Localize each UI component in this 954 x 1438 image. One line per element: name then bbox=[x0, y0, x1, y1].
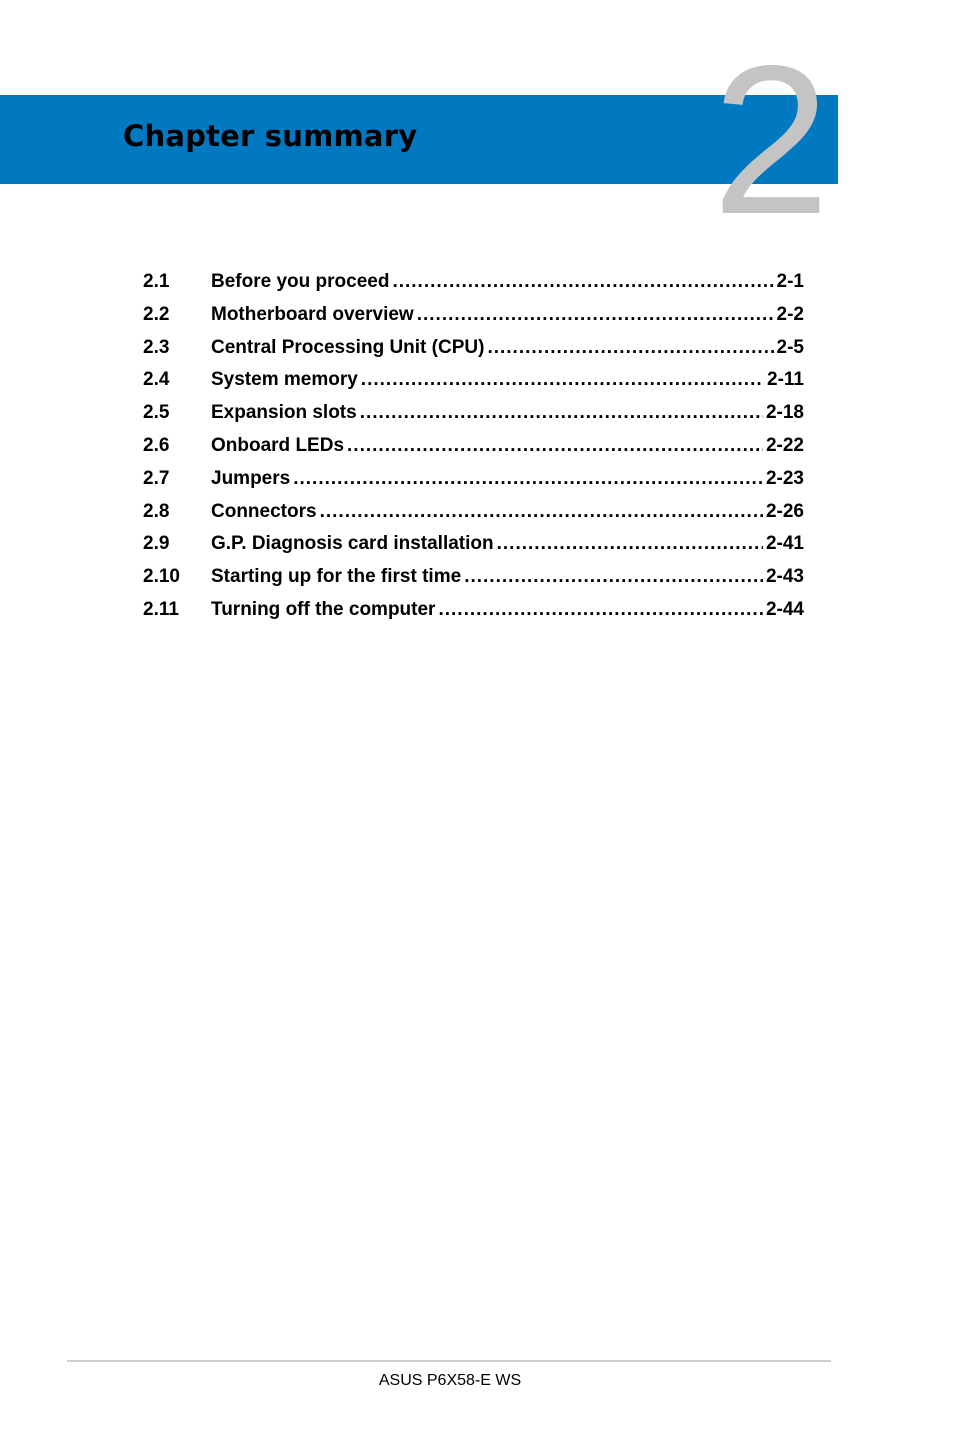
toc-entry-number: 2.5 bbox=[143, 402, 170, 424]
toc-entry-number: 2.8 bbox=[143, 500, 170, 522]
toc-entry-number: 2.7 bbox=[143, 467, 170, 489]
toc-entry-title: Before you proceed bbox=[211, 271, 390, 292]
toc-dot-leader bbox=[417, 299, 774, 331]
toc-entry-page: 2-11 bbox=[767, 369, 804, 391]
toc-dot-leader bbox=[464, 561, 763, 593]
toc-entry-2-1[interactable] bbox=[143, 266, 804, 299]
toc-entry-title: Connectors bbox=[211, 500, 317, 522]
footer-divider bbox=[67, 1360, 831, 1362]
toc-dot-leader bbox=[293, 463, 763, 495]
toc-entry-page: 2-22 bbox=[765, 434, 804, 456]
toc-entry-title: Starting up for the first time bbox=[211, 566, 462, 588]
toc-entry-page: 2-1 bbox=[776, 271, 804, 292]
toc-entry-title: Motherboard overview bbox=[211, 303, 414, 325]
toc-dot-leader bbox=[347, 430, 763, 462]
toc-entry-number: 2.1 bbox=[143, 271, 170, 292]
chapter-title: Chapter summary bbox=[123, 119, 418, 153]
toc-entry-page: 2-44 bbox=[765, 598, 804, 620]
toc-entry-number: 2.4 bbox=[143, 369, 170, 391]
toc-entry-title: Turning off the computer bbox=[211, 598, 436, 620]
toc-entry-2-2[interactable] bbox=[143, 299, 804, 332]
toc-entry-number: 2.9 bbox=[143, 533, 170, 555]
toc-entry-title: Onboard LEDs bbox=[211, 434, 345, 456]
toc-dot-leader bbox=[487, 332, 773, 364]
toc-entry-page: 2-41 bbox=[765, 533, 804, 555]
toc-entry-2-7[interactable] bbox=[143, 463, 804, 496]
toc-dot-leader bbox=[361, 364, 764, 396]
toc-entry-2-8[interactable] bbox=[143, 496, 804, 529]
toc-dot-leader bbox=[438, 594, 763, 626]
toc-entry-2-3[interactable] bbox=[143, 332, 804, 365]
toc-entry-2-9[interactable] bbox=[143, 528, 804, 561]
chapter-number: 2 bbox=[712, 21, 828, 258]
toc-entry-page: 2-5 bbox=[776, 336, 804, 358]
toc-entry-2-6[interactable] bbox=[143, 430, 804, 463]
toc-entry-title: G.P. Diagnosis card installation bbox=[211, 533, 494, 555]
toc-entry-number: 2.3 bbox=[143, 336, 170, 358]
toc-dot-leader bbox=[497, 528, 763, 560]
footer-product-name: ASUS P6X58-E WS bbox=[378, 1372, 522, 1389]
toc-entry-number: 2.2 bbox=[143, 303, 170, 325]
toc-entry-page: 2-18 bbox=[765, 402, 804, 424]
toc-dot-leader bbox=[360, 397, 763, 429]
toc-entry-number: 2.6 bbox=[143, 434, 170, 456]
toc-entry-2-4[interactable] bbox=[143, 364, 804, 397]
toc-entry-title: Central Processing Unit (CPU) bbox=[211, 336, 485, 358]
toc-entry-2-5[interactable] bbox=[143, 397, 804, 430]
toc-entry-2-11[interactable] bbox=[143, 594, 804, 627]
toc-entry-2-10[interactable] bbox=[143, 561, 804, 594]
table-of-contents bbox=[143, 266, 804, 627]
toc-entry-title: System memory bbox=[211, 369, 358, 391]
toc-entry-number: 2.10 bbox=[143, 566, 180, 588]
toc-entry-page: 2-23 bbox=[765, 467, 804, 489]
toc-dot-leader bbox=[392, 266, 773, 298]
toc-entry-page: 2-2 bbox=[776, 303, 804, 325]
toc-entry-page: 2-43 bbox=[765, 566, 804, 588]
toc-entry-number: 2.11 bbox=[143, 598, 179, 620]
toc-entry-title: Jumpers bbox=[211, 467, 291, 489]
toc-entry-page: 2-26 bbox=[765, 500, 804, 522]
toc-entry-title: Expansion slots bbox=[211, 402, 357, 424]
toc-dot-leader bbox=[320, 496, 763, 528]
